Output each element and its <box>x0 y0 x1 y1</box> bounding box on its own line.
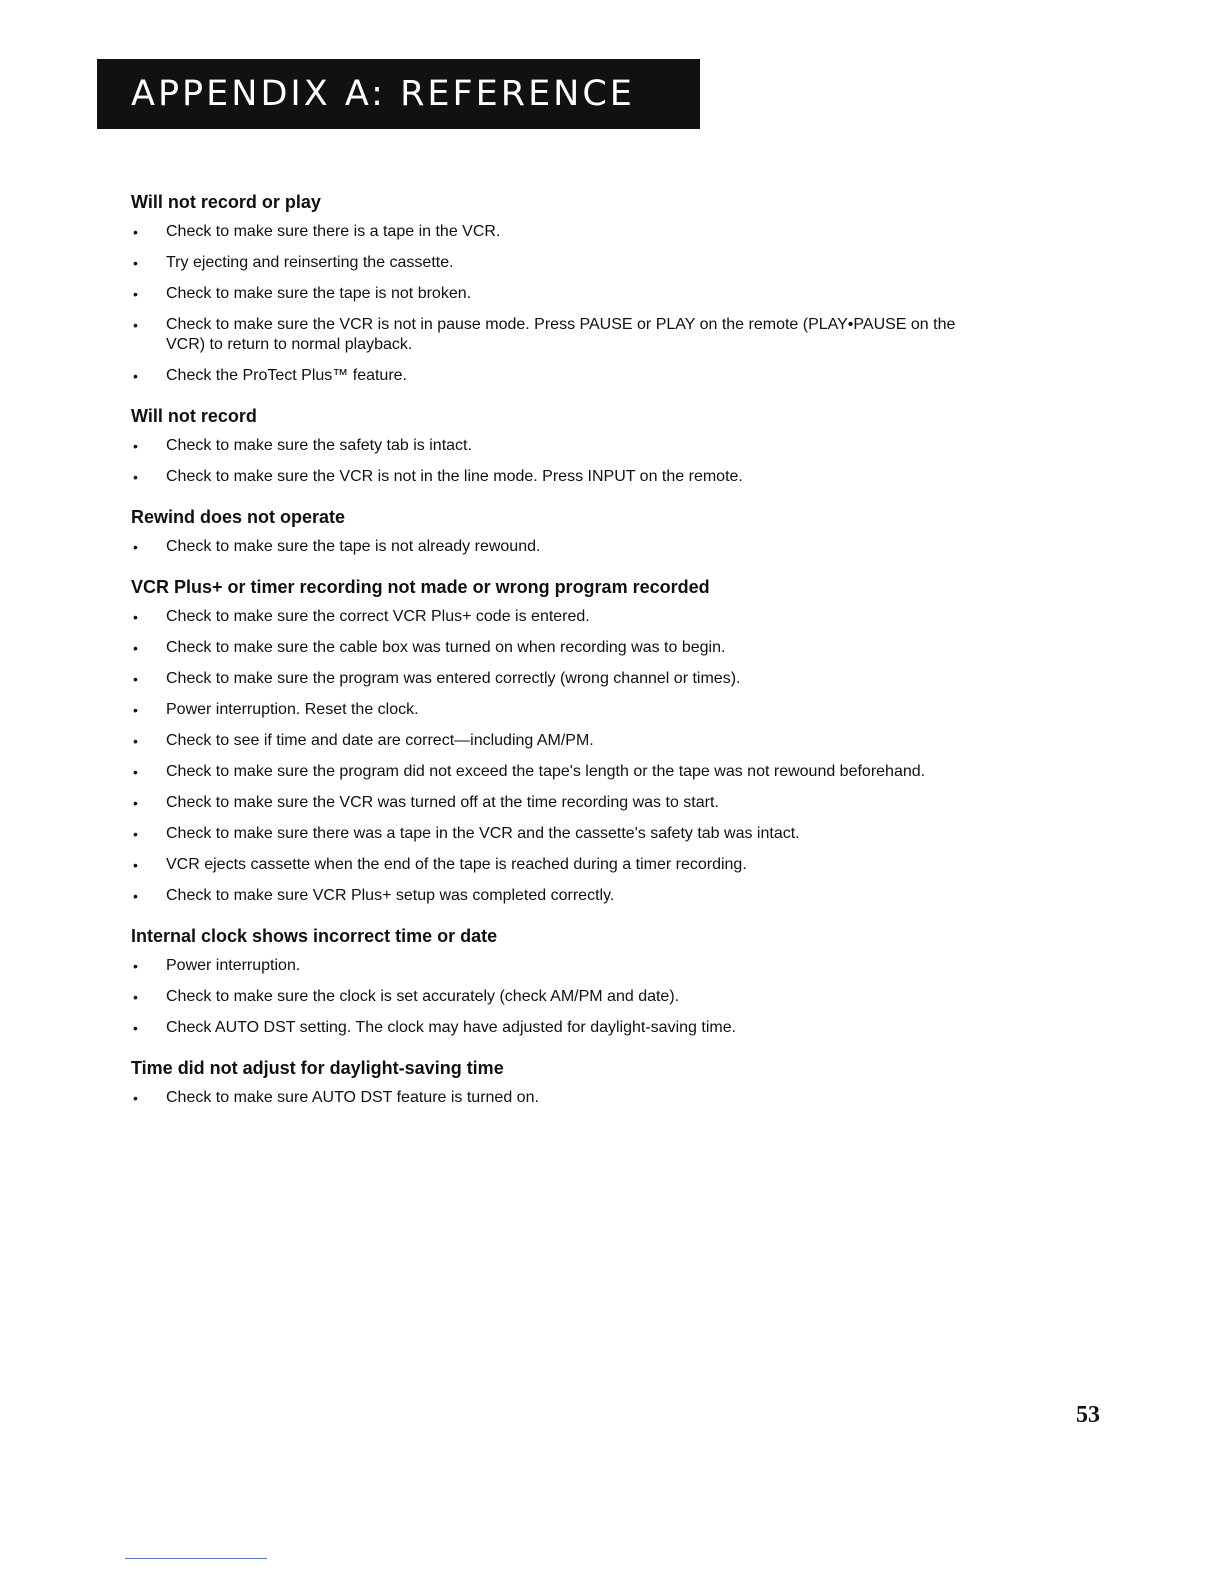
page-title-banner <box>97 59 700 129</box>
bullet-list <box>131 436 991 487</box>
section-heading: Internal clock shows incorrect time or date <box>131 926 498 946</box>
footer-divider <box>125 1558 267 1559</box>
section-will-not-record-or-play <box>131 190 991 386</box>
list-item: • Check to make sure the program was entered correctly (wrong channel or times). <box>131 669 991 689</box>
list-item: • Check to make sure the correct VCR Plus+ code is entered. <box>131 607 991 627</box>
list-item: • Check to make sure the VCR was turned off at the time recording was to start. <box>131 793 991 813</box>
list-item: • Check AUTO DST setting. The clock may have adjusted for daylight-saving time. <box>131 1018 991 1038</box>
section-daylight-saving <box>131 1056 991 1108</box>
list-item: • Check to make sure the cable box was turned on when recording was to begin. <box>131 638 991 658</box>
bullet-list <box>131 222 991 386</box>
section-rewind-does-not-operate <box>131 505 991 557</box>
list-item: • Check to make sure the tape is not already rewound. <box>131 537 991 557</box>
list-item: • Check to make sure the VCR is not in the line mode. Press INPUT on the remote. <box>131 467 991 487</box>
list-item: • Check to make sure there is a tape in the VCR. <box>131 222 991 242</box>
section-heading: VCR Plus+ or timer recording not made or wrong program recorded <box>131 577 710 597</box>
section-heading: Rewind does not operate <box>131 507 346 527</box>
section-heading: Will not record <box>131 406 257 426</box>
list-item: • Check to make sure the program did not exceed the tape's length or the tape was not rewound beforehand. <box>131 762 991 782</box>
section-will-not-record <box>131 404 991 487</box>
section-heading: Will not record or play <box>131 192 321 212</box>
list-item: • Check to make sure VCR Plus+ setup was completed correctly. <box>131 886 991 906</box>
bullet-list <box>131 956 991 1038</box>
bullet-list <box>131 607 991 906</box>
list-item: • Check to make sure the tape is not broken. <box>131 284 991 304</box>
page-title: APPENDIX A: REFERENCE <box>131 74 635 114</box>
section-timer-recording <box>131 575 991 906</box>
list-item: • Check to see if time and date are correct—including AM/PM. <box>131 731 991 751</box>
list-item: • Check to make sure the VCR is not in pause mode. Press PAUSE or PLAY on the remote (PLAY•PAUSE on the VCR) to return to normal playback. <box>131 315 991 355</box>
list-item: • Check to make sure the safety tab is intact. <box>131 436 991 456</box>
list-item: • Check to make sure the clock is set accurately (check AM/PM and date). <box>131 987 991 1007</box>
list-item: • Power interruption. Reset the clock. <box>131 700 991 720</box>
section-heading: Time did not adjust for daylight-saving time <box>131 1058 504 1078</box>
list-item: • Check to make sure AUTO DST feature is turned on. <box>131 1088 991 1108</box>
page-number: 53 <box>1076 1402 1100 1428</box>
list-item: • Power interruption. <box>131 956 991 976</box>
list-item: • Check to make sure there was a tape in the VCR and the cassette's safety tab was intact. <box>131 824 991 844</box>
list-item: • Try ejecting and reinserting the cassette. <box>131 253 991 273</box>
list-item: • VCR ejects cassette when the end of the tape is reached during a timer recording. <box>131 855 991 875</box>
troubleshooting-content <box>131 190 991 1126</box>
section-internal-clock <box>131 924 991 1038</box>
bullet-list <box>131 537 991 557</box>
list-item: • Check the ProTect Plus™ feature. <box>131 366 991 386</box>
bullet-list <box>131 1088 991 1108</box>
